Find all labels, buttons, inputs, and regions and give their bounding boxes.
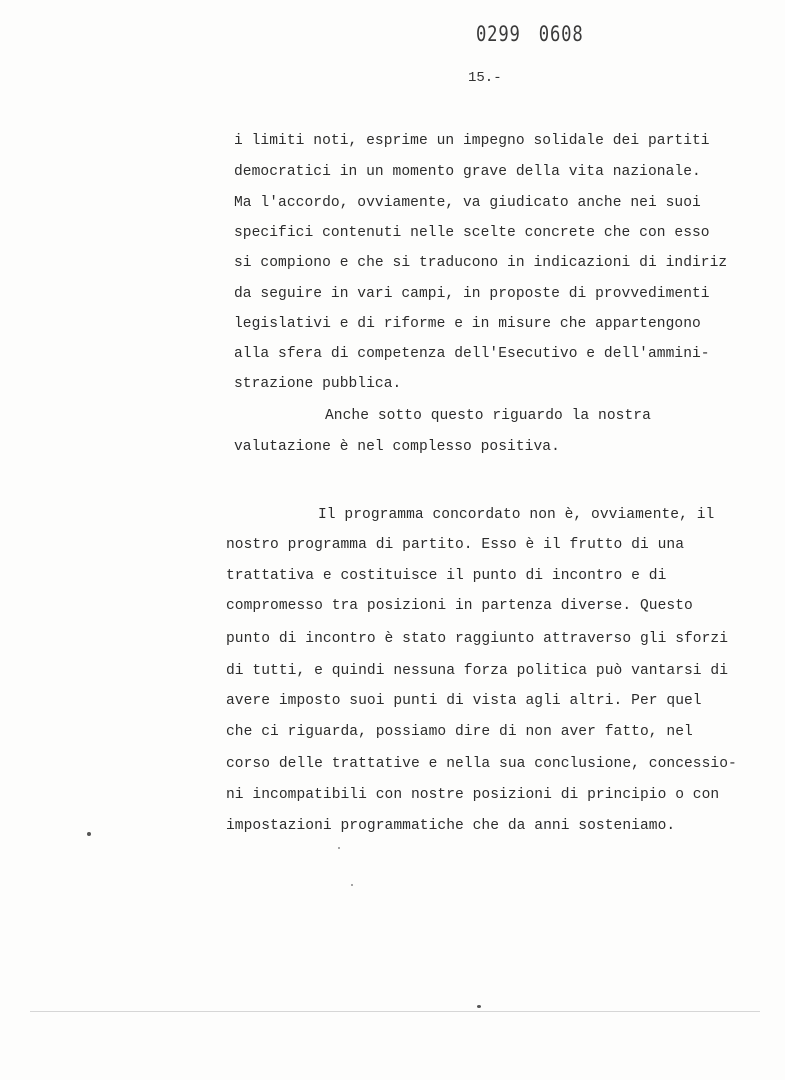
paragraph-3-line: ni incompatibili con nostre posizioni di principio o con	[226, 787, 720, 803]
paragraph-2-line: valutazione è nel complesso positiva.	[234, 439, 560, 455]
bottom-rule	[30, 1011, 760, 1012]
document-number	[476, 22, 584, 46]
scan-speck	[87, 832, 91, 836]
paragraph-1-line: strazione pubblica.	[234, 376, 402, 392]
document-number-left: 0299	[476, 22, 521, 46]
paragraph-1-line: legislativi e di riforme e in misure che appartengono	[234, 316, 701, 332]
paragraph-3-line: punto di incontro è stato raggiunto attraverso gli sforzi	[226, 631, 729, 647]
paragraph-2-line: Anche sotto questo riguardo la nostra	[325, 408, 651, 424]
page-number: 15.-	[468, 70, 502, 86]
paragraph-3-line: impostazioni programmatiche che da anni sosteniamo.	[226, 818, 676, 834]
paragraph-1-line: Ma l'accordo, ovviamente, va giudicato anche nei suoi	[234, 195, 701, 211]
paragraph-3-line: nostro programma di partito. Esso è il frutto di una	[226, 537, 684, 553]
paragraph-1-line: specifici contenuti nelle scelte concrete che con esso	[234, 225, 710, 241]
paragraph-1-line: i limiti noti, esprime un impegno solidale dei partiti	[234, 133, 710, 149]
paragraph-1-line: si compiono e che si traducono in indicazioni di indiriz	[234, 255, 728, 271]
paragraph-3-line: di tutti, e quindi nessuna forza politica può vantarsi di	[226, 663, 729, 679]
scan-speck	[351, 884, 353, 886]
paragraph-3-line: che ci riguarda, possiamo dire di non aver fatto, nel	[226, 724, 693, 740]
scan-speck	[338, 847, 340, 849]
paragraph-1-line: alla sfera di competenza dell'Esecutivo e dell'ammini-	[234, 346, 710, 362]
paragraph-3-line: trattativa e costituisce il punto di incontro e di	[226, 568, 667, 584]
document-number-right: 0608	[538, 22, 584, 46]
paragraph-1-line: democratici in un momento grave della vita nazionale.	[234, 164, 701, 180]
paragraph-3-line: Il programma concordato non è, ovviamente, il	[318, 507, 715, 523]
paragraph-3-line: avere imposto suoi punti di vista agli altri. Per quel	[226, 693, 702, 709]
paragraph-3-line: corso delle trattative e nella sua conclusione, concessio-	[226, 756, 737, 772]
paragraph-1-line: da seguire in vari campi, in proposte di provvedimenti	[234, 286, 710, 302]
scan-speck	[477, 1005, 481, 1008]
paragraph-3-line: compromesso tra posizioni in partenza diverse. Questo	[226, 598, 693, 614]
